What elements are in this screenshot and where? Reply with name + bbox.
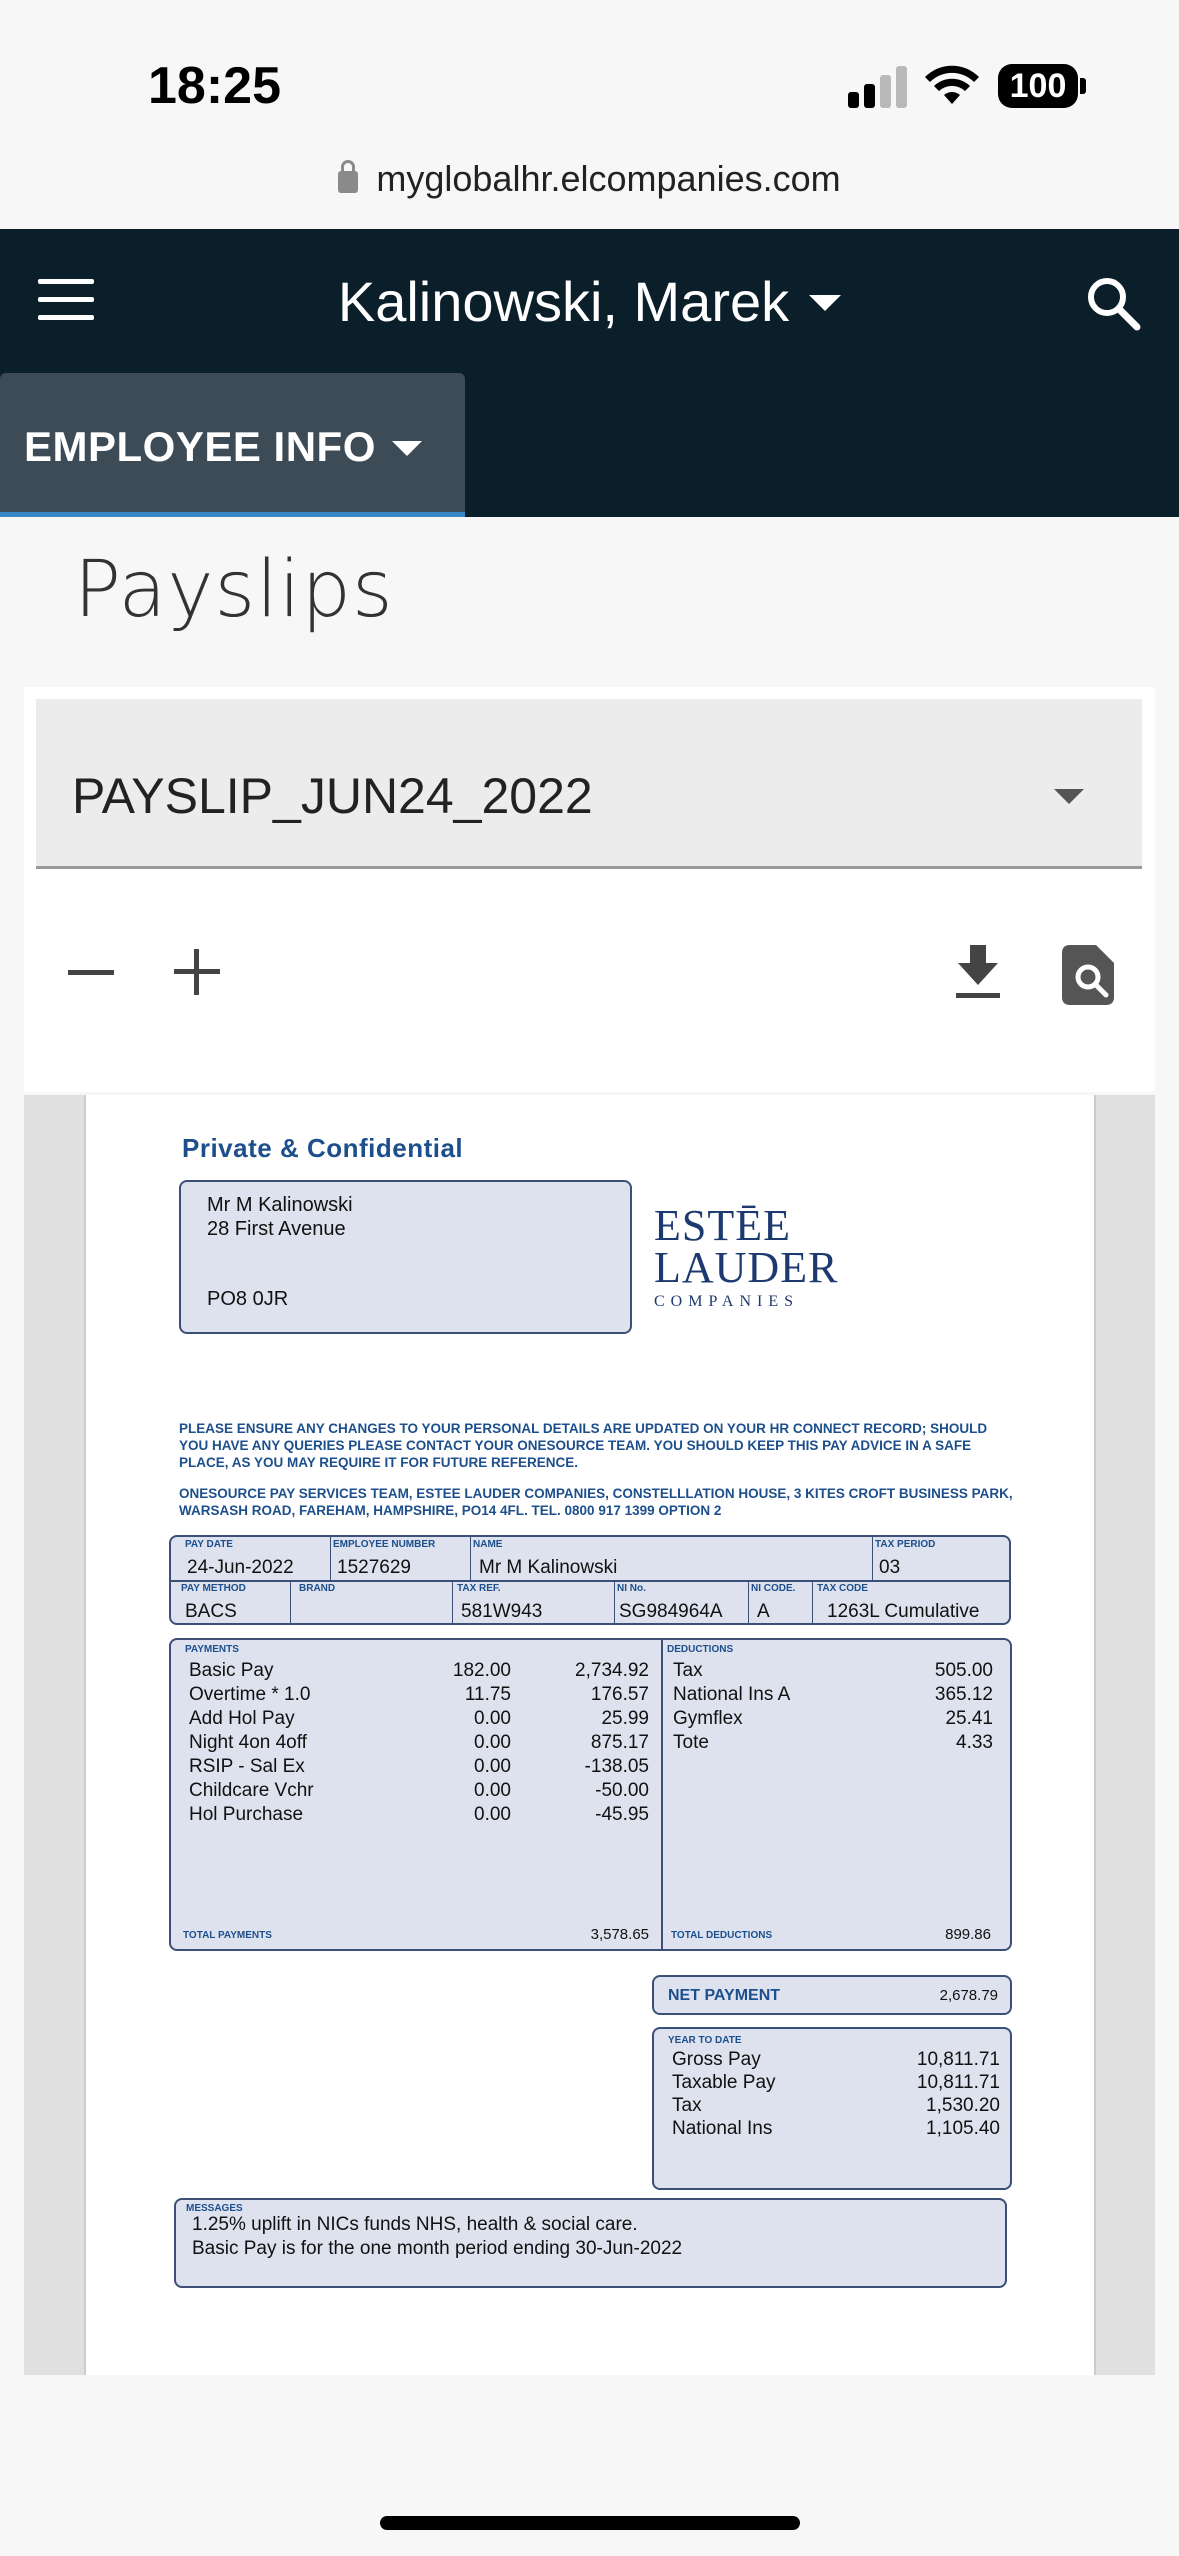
field-label: TAX REF.: [457, 1583, 501, 1594]
field-label: PAY METHOD: [181, 1583, 246, 1594]
deduction-amount: 505.00: [934, 1660, 993, 1681]
year-to-date-box: [652, 2027, 1012, 2190]
field-value: A: [757, 1601, 770, 1622]
employee-info-grid: [169, 1535, 1011, 1625]
search-icon[interactable]: [1085, 275, 1141, 331]
lock-icon: [338, 171, 358, 193]
net-payment-value: 2,678.79: [939, 1987, 998, 2004]
tab-label: EMPLOYEE INFO: [24, 423, 376, 470]
net-payment-label: NET PAYMENT: [668, 1987, 781, 2004]
field-value: BACS: [185, 1601, 237, 1622]
confidential-heading: Private & Confidential: [182, 1133, 464, 1163]
payment-units: 0.00: [474, 1780, 511, 1801]
payslip-select-value: PAYSLIP_JUN24_2022: [72, 768, 593, 824]
payment-amount: -45.95: [595, 1804, 649, 1825]
payment-amount: 875.17: [590, 1732, 649, 1753]
tax-period-cell: [873, 1537, 1011, 1582]
message-line: 1.25% uplift in NICs funds NHS, health & social care.: [192, 2214, 638, 2235]
deduction-amount: 365.12: [934, 1684, 993, 1705]
user-name-label: Kalinowski, Marek: [337, 270, 790, 333]
payment-desc: Night 4on 4off: [189, 1732, 307, 1753]
payslip-document: [84, 1095, 1096, 2375]
field-value: 1263L Cumulative: [827, 1601, 980, 1622]
ytd-desc: National Ins: [672, 2118, 773, 2139]
ytd-desc: Taxable Pay: [672, 2072, 776, 2093]
address-bar[interactable]: [0, 158, 1179, 200]
total-deductions-label: TOTAL DEDUCTIONS: [671, 1930, 773, 1941]
payment-units: 0.00: [474, 1708, 511, 1729]
employee-number-cell: [331, 1537, 471, 1582]
logo-line: ESTĒE: [654, 1201, 791, 1250]
field-label: NI No.: [617, 1583, 646, 1594]
ytd-amount: 10,811.71: [916, 2072, 1000, 2093]
payment-desc: Childcare Vchr: [189, 1780, 314, 1801]
logo-line: LAUDER: [654, 1243, 839, 1292]
field-label: TAX PERIOD: [875, 1539, 936, 1550]
payments-deductions-box: [169, 1638, 1012, 1951]
total-deductions-value: 899.86: [945, 1926, 991, 1943]
field-value: 1527629: [337, 1557, 411, 1578]
ytd-amount: 1,105.40: [926, 2118, 1000, 2139]
user-switcher[interactable]: [0, 269, 1179, 334]
payment-amount: -138.05: [584, 1756, 649, 1777]
ni-code-cell: [749, 1581, 813, 1625]
ytd-amount: 1,530.20: [926, 2095, 1000, 2116]
address-box: [179, 1180, 632, 1334]
status-time: 18:25: [148, 57, 281, 115]
field-value: Mr M Kalinowski: [479, 1557, 618, 1578]
zoom-out-button[interactable]: [68, 970, 114, 975]
field-label: BRAND: [299, 1583, 336, 1594]
payment-units: 182.00: [452, 1660, 511, 1681]
payment-amount: 2,734.92: [575, 1660, 649, 1681]
deductions-label: DEDUCTIONS: [667, 1644, 734, 1655]
payment-desc: Hol Purchase: [189, 1804, 304, 1825]
deduction-desc: Tax: [673, 1660, 703, 1681]
preview-search-icon[interactable]: [1062, 945, 1114, 1005]
logo-line: COMPANIES: [654, 1293, 799, 1310]
payment-amount: 176.57: [590, 1684, 649, 1705]
home-indicator[interactable]: [380, 2516, 800, 2530]
zoom-in-button[interactable]: [174, 949, 220, 995]
notice-text: PLEASE ENSURE ANY CHANGES TO YOUR PERSONAL DETAILS ARE UPDATED ON YOUR HR CONNECT RECORD; SHOULD YOU HAVE ANY QUERIES PLEASE CONTACT YOUR ONESOURCE TEAM. YOU SHOULD KEEP THIS PAY ADVICE IN A SAFE PLACE, AS YOU MAY REQUIRE IT FOR FUTURE REFERENCE.: [179, 1421, 988, 1470]
deduction-amount: 25.41: [945, 1708, 993, 1729]
address-line: PO8 0JR: [207, 1288, 289, 1310]
field-value: 581W943: [461, 1601, 543, 1622]
deduction-desc: National Ins A: [673, 1684, 791, 1705]
address-line: 28 First Avenue: [207, 1218, 346, 1240]
tax-ref-cell: [453, 1581, 615, 1625]
chevron-down-icon: [1054, 789, 1084, 804]
ytd-label: YEAR TO DATE: [668, 2035, 742, 2046]
payment-units: 0.00: [474, 1756, 511, 1777]
deduction-desc: Tote: [673, 1732, 709, 1753]
field-label: EMPLOYEE NUMBER: [333, 1539, 436, 1550]
payslip-select[interactable]: [36, 699, 1142, 869]
document-viewport[interactable]: [24, 1095, 1155, 2375]
name-cell: [471, 1537, 873, 1582]
total-payments-value: 3,578.65: [590, 1926, 649, 1943]
payslip-viewer-panel: [24, 687, 1155, 1092]
wifi-icon: [924, 62, 980, 106]
deduction-amount: 4.33: [956, 1732, 993, 1753]
field-label: NAME: [473, 1539, 503, 1550]
net-payment-box: [652, 1975, 1012, 2015]
battery-tip: [1080, 78, 1086, 94]
battery-icon: 100: [998, 64, 1078, 108]
deduction-desc: Gymflex: [673, 1708, 743, 1729]
ytd-amount: 10,811.71: [916, 2049, 1000, 2070]
payment-units: 11.75: [464, 1684, 511, 1705]
ytd-desc: Tax: [672, 2095, 702, 2116]
payment-desc: Overtime * 1.0: [189, 1684, 311, 1705]
payment-desc: RSIP - Sal Ex: [189, 1756, 305, 1777]
payment-desc: Add Hol Pay: [189, 1708, 295, 1729]
field-label: TAX CODE: [817, 1583, 868, 1594]
payment-desc: Basic Pay: [189, 1660, 274, 1681]
app-header: [0, 229, 1179, 517]
tab-employee-info[interactable]: [0, 373, 465, 517]
field-label: NI CODE.: [751, 1583, 796, 1594]
field-value: SG984964A: [619, 1601, 723, 1622]
brand-cell: [291, 1581, 453, 1625]
payment-amount: 25.99: [601, 1708, 649, 1729]
tax-code-cell: [813, 1581, 1011, 1625]
download-icon[interactable]: [956, 945, 1000, 999]
field-value: 03: [879, 1557, 901, 1578]
contact-text: ONESOURCE PAY SERVICES TEAM, ESTEE LAUDER COMPANIES, CONSTELLLATION HOUSE, 3 KITES CROFT BUSINESS PARK, WARSASH ROAD, FAREHAM, HAMPSHIRE, PO14 4FL. TEL. 0800 917 1399 OPTION 2: [179, 1486, 1013, 1518]
chevron-down-icon: [392, 441, 422, 456]
messages-box: [174, 2198, 1007, 2288]
field-label: PAY DATE: [185, 1539, 233, 1550]
payments-label: PAYMENTS: [185, 1644, 239, 1655]
total-payments-label: TOTAL PAYMENTS: [183, 1930, 272, 1941]
pay-date-cell: [171, 1537, 331, 1582]
company-logo: [654, 1201, 839, 1311]
messages-label: MESSAGES: [186, 2203, 243, 2214]
page-title: Payslips: [74, 545, 394, 635]
address-line: Mr M Kalinowski: [207, 1194, 353, 1216]
payment-units: 0.00: [474, 1732, 511, 1753]
payment-units: 0.00: [474, 1804, 511, 1825]
ni-number-cell: [615, 1581, 749, 1625]
url-text: myglobalhr.elcompanies.com: [376, 158, 841, 199]
chevron-down-icon: [809, 295, 841, 311]
ytd-desc: Gross Pay: [672, 2049, 761, 2070]
payment-amount: -50.00: [595, 1780, 649, 1801]
field-value: 24-Jun-2022: [187, 1557, 294, 1578]
pay-method-cell: [171, 1581, 291, 1625]
message-line: Basic Pay is for the one month period ending 30-Jun-2022: [192, 2238, 683, 2259]
cellular-signal-icon: [848, 64, 908, 108]
status-bar: [0, 0, 1179, 199]
